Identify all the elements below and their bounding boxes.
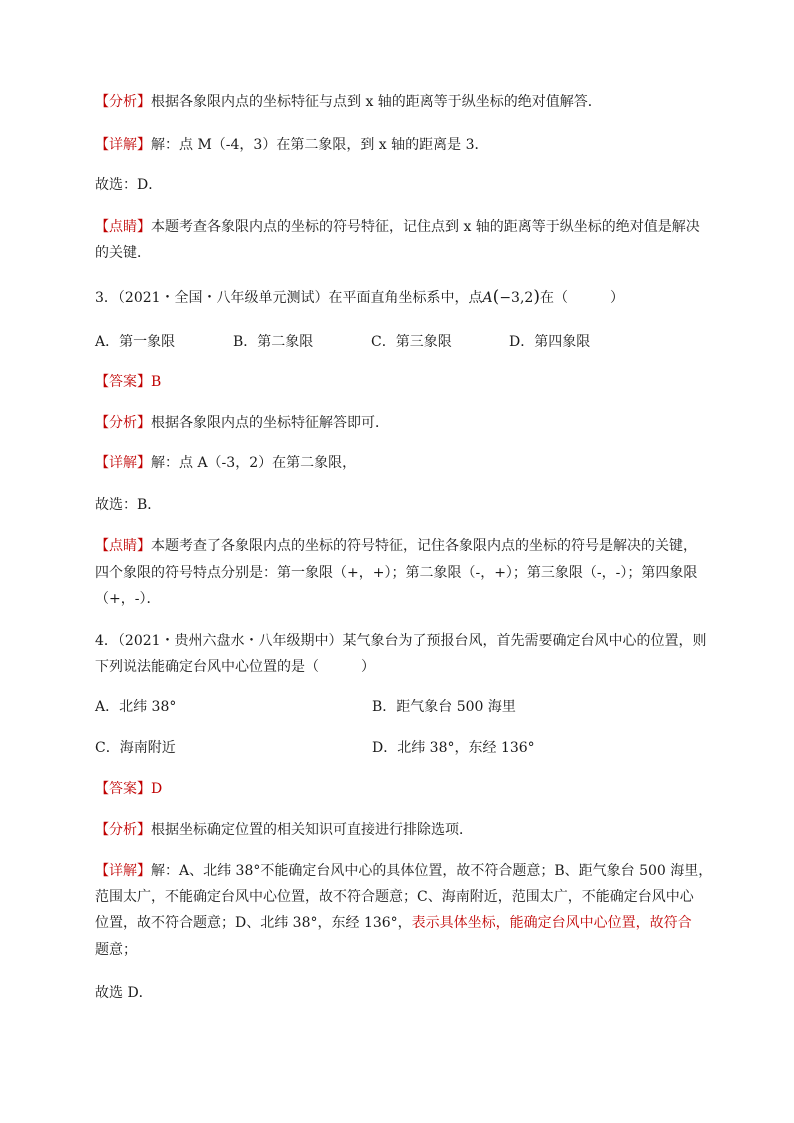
q4-detail-line3-black: 位置，故不符合题意；D、北纬 38°，东经 136°， bbox=[95, 915, 412, 931]
q3-stem bbox=[95, 288, 715, 307]
left-paren: ( bbox=[492, 287, 500, 307]
q3-answer-value: B bbox=[151, 374, 162, 390]
q4-option-b: B．距气象台 500 海里 bbox=[372, 699, 516, 715]
q3-option-c: C．第三象限 bbox=[371, 334, 452, 350]
comment-tag: 【点睛】 bbox=[95, 538, 151, 554]
q4-option-c: C．海南附近 bbox=[95, 740, 176, 756]
q3-option-b: B．第二象限 bbox=[233, 334, 314, 350]
q2-analysis-text: 根据各象限内点的坐标特征与点到 x 轴的距离等于纵坐标的绝对值解答． bbox=[151, 94, 602, 110]
q3-stem-after: 在（ ） bbox=[539, 290, 624, 306]
q4-detail bbox=[95, 862, 715, 880]
q3-detail-text: 解：点 A（-3，2）在第二象限， bbox=[151, 455, 357, 471]
q3-analysis-text: 根据各象限内点的坐标特征解答即可． bbox=[151, 415, 389, 431]
analysis-tag: 【分析】 bbox=[95, 415, 151, 431]
q4-answer bbox=[95, 780, 715, 798]
q3-point-coords: −3,2 bbox=[499, 290, 534, 306]
q3-comment-line2: 四个象限的符号特点分别是：第一象限（+，+）；第二象限（-，+）；第三象限（-，-）；第四象限 bbox=[95, 565, 698, 581]
analysis-tag: 【分析】 bbox=[95, 822, 151, 838]
q4-detail-line2: 范围太广，不能确定台风中心位置，故不符合题意；C、海南附近，范围太广，不能确定台风中心 bbox=[95, 889, 694, 905]
q4-option-d: D．北纬 38°，东经 136° bbox=[372, 740, 535, 756]
q3-choose: 故选：B． bbox=[95, 497, 162, 513]
q3-detail bbox=[95, 454, 715, 472]
q2-detail-text: 解：点 M（-4，3）在第二象限，到 x 轴的距离是 3． bbox=[151, 137, 489, 153]
comment-tag: 【点睛】 bbox=[95, 219, 151, 235]
q3-option-a: A．第一象限 bbox=[95, 334, 176, 350]
q3-stem-before: 3．（2021・全国・八年级单元测试）在平面直角坐标系中，点 bbox=[95, 290, 483, 306]
q4-answer-value: D bbox=[151, 781, 163, 797]
q4-option-a: A．北纬 38° bbox=[95, 699, 177, 715]
q4-analysis-text: 根据坐标确定位置的相关知识可直接进行排除选项． bbox=[151, 822, 473, 838]
q3-comment-text-1: 本题考查了各象限内点的坐标的符号特征，记住各象限内点的坐标的符号是解决的关键， bbox=[151, 538, 697, 554]
q4-detail-text-1: 解：A、北纬 38°不能确定台风中心的具体位置，故不符合题意；B、距气象台 500 海里， bbox=[151, 863, 713, 879]
q2-comment bbox=[95, 218, 715, 236]
q4-stem-line1: 4．（2021・贵州六盘水・八年级期中）某气象台为了预报台风，首先需要确定台风中心的位置，则 bbox=[95, 633, 707, 649]
q3-comment-line3: （+，-）． bbox=[95, 591, 161, 607]
q4-stem-line2: 下列说法能确定台风中心位置的是（ ） bbox=[95, 659, 375, 675]
q2-analysis bbox=[95, 93, 715, 111]
q4-choose: 故选 D． bbox=[95, 985, 153, 1001]
detail-tag: 【详解】 bbox=[95, 137, 151, 153]
q3-comment bbox=[95, 537, 715, 555]
detail-tag: 【详解】 bbox=[95, 863, 151, 879]
q4-detail-line3 bbox=[95, 914, 715, 932]
q3-point-formula bbox=[482, 287, 540, 307]
q4-analysis bbox=[95, 821, 715, 839]
q4-detail-line3-red: 表示具体坐标，能确定台风中心位置，故符合 bbox=[411, 915, 692, 931]
q2-comment-text-1: 本题考查各象限内点的坐标的符号特征，记住点到 x 轴的距离等于纵坐标的绝对值是解决 bbox=[151, 219, 700, 235]
detail-tag: 【详解】 bbox=[95, 455, 151, 471]
q3-analysis bbox=[95, 414, 715, 432]
right-paren: ) bbox=[533, 287, 540, 307]
q2-detail bbox=[95, 136, 715, 154]
q4-detail-line4: 题意； bbox=[95, 942, 137, 958]
q3-answer bbox=[95, 373, 715, 391]
answer-tag: 【答案】 bbox=[95, 781, 151, 797]
answer-tag: 【答案】 bbox=[95, 374, 151, 390]
q2-choose: 故选：D． bbox=[95, 177, 163, 193]
analysis-tag: 【分析】 bbox=[95, 94, 151, 110]
q3-point-letter: A bbox=[482, 290, 493, 306]
q3-option-d: D．第四象限 bbox=[509, 334, 591, 350]
q2-comment-line2: 的关键． bbox=[95, 245, 151, 261]
